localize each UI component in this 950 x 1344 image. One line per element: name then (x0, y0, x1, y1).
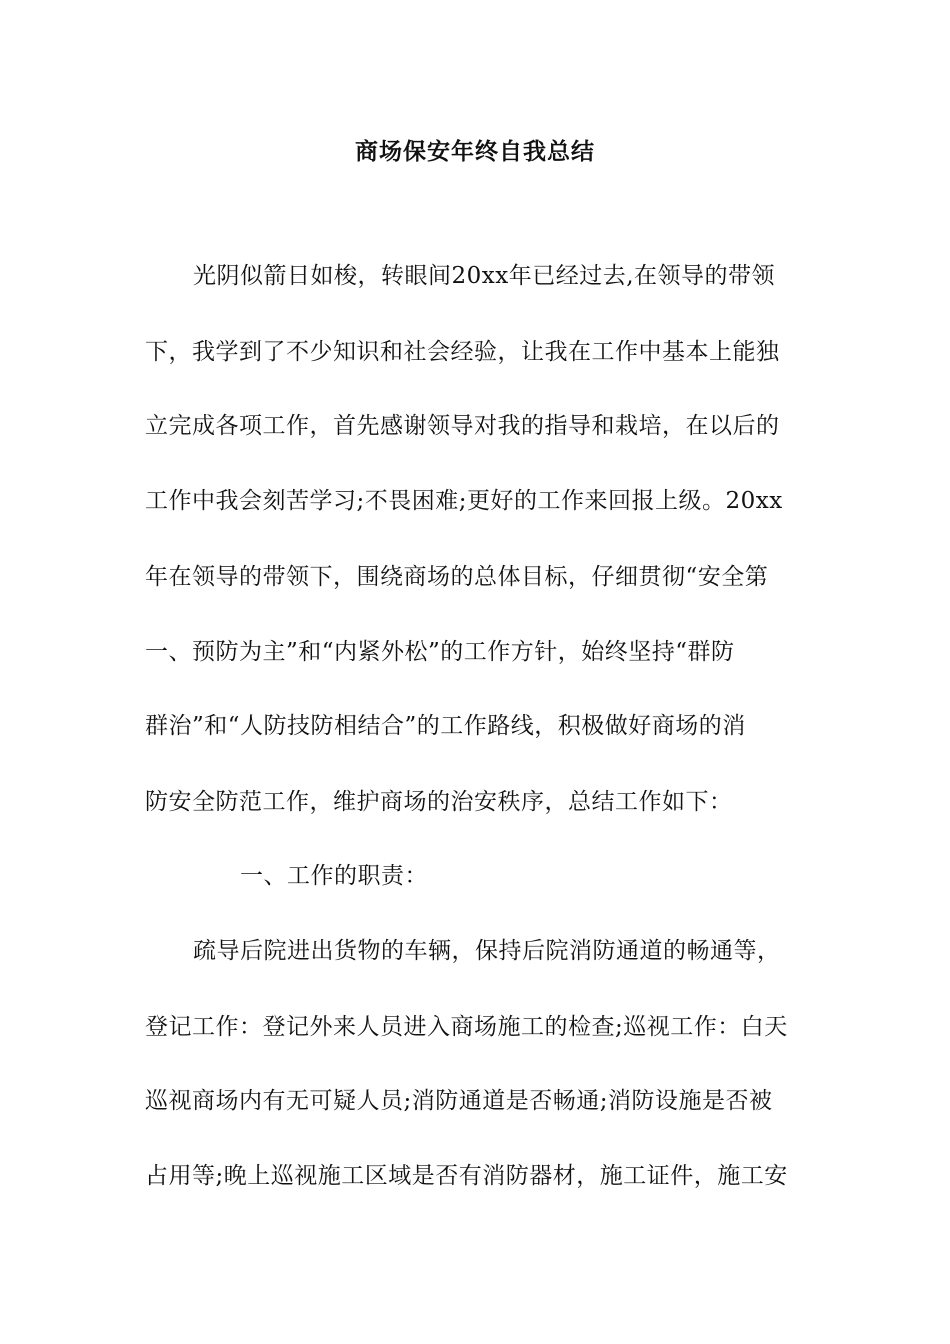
paragraph-line-6: 一、预防为主”和“内紧外松”的工作方针，始终坚持“群防 (145, 639, 735, 665)
paragraph-line-9: 疏导后院进出货物的车辆，保持后院消防通道的畅通等， (193, 938, 781, 964)
paragraph-line-7: 群治”和“人防技防相结合”的工作路线，积极做好商场的消 (145, 713, 746, 739)
paragraph-line-8: 防安全防范工作，维护商场的治安秩序，总结工作如下： (145, 789, 733, 815)
paragraph-line-4: 工作中我会刻苦学习;不畏困难;更好的工作来回报上级。20xx (145, 488, 783, 514)
document-title: 商场保安年终自我总结 (355, 138, 595, 165)
paragraph-line-3: 立完成各项工作，首先感谢领导对我的指导和栽培，在以后的 (145, 413, 780, 439)
paragraph-line-12: 占用等;晚上巡视施工区域是否有消防器材，施工证件，施工安 (145, 1163, 788, 1189)
paragraph-line-10: 登记工作：登记外来人员进入商场施工的检查;巡视工作：白天 (145, 1014, 788, 1040)
paragraph-line-5: 年在领导的带领下，围绕商场的总体目标，仔细贯彻“安全第 (145, 564, 769, 590)
paragraph-line-2: 下，我学到了不少知识和社会经验，让我在工作中基本上能独 (145, 339, 780, 365)
paragraph-line-11: 巡视商场内有无可疑人员;消防通道是否畅通;消防设施是否被 (145, 1088, 773, 1114)
paragraph-line-1: 光阴似箭日如梭，转眼间20xx年已经过去,在领导的带领 (193, 263, 776, 289)
section-heading: 一、工作的职责： (240, 863, 428, 889)
